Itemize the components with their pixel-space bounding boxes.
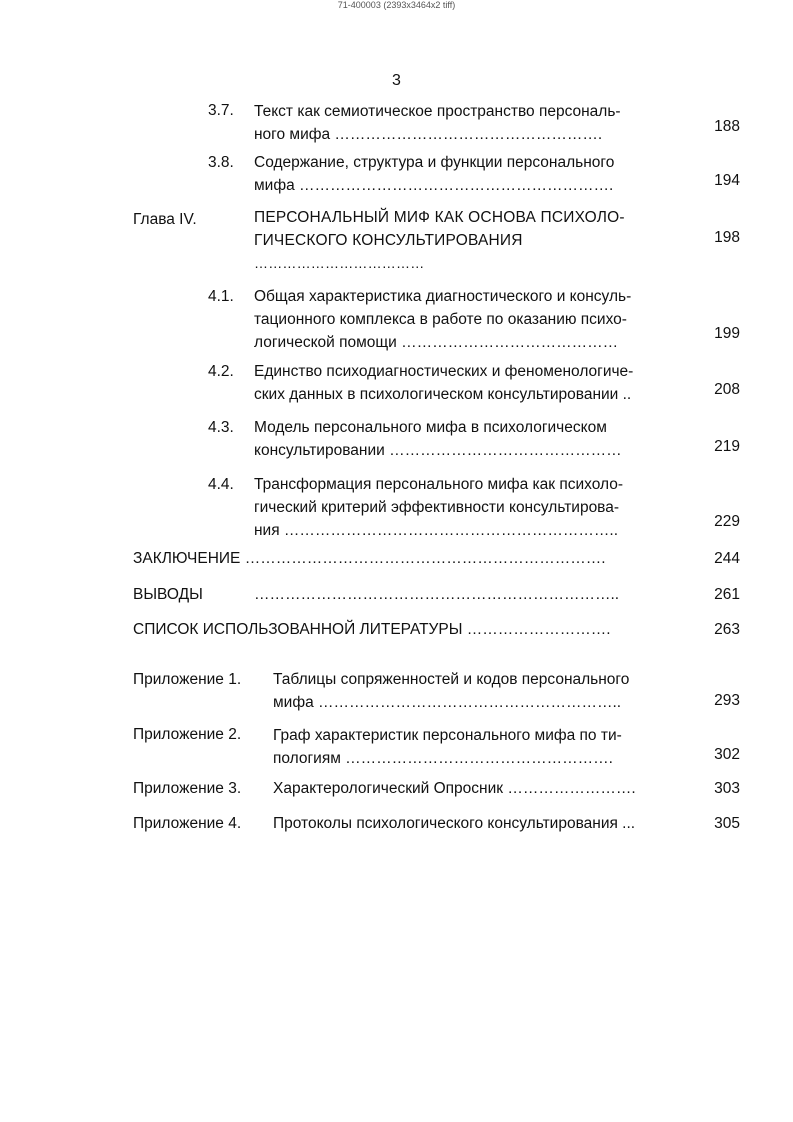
title-line: Общая характеристика диагностического и консуль- <box>254 288 632 305</box>
appendix-title <box>273 724 686 770</box>
title-line: ГИЧЕСКОГО КОНСУЛЬТИРОВАНИЯ <box>254 232 523 249</box>
page-ref: 208 <box>714 381 740 398</box>
entry-title: ВЫВОДЫ <box>133 586 203 603</box>
page-number: 3 <box>392 72 401 89</box>
page-ref: 188 <box>714 118 740 135</box>
page-ref: 263 <box>714 621 740 638</box>
page-ref: 244 <box>714 550 740 567</box>
appendix-title: Характерологический Опросник ……………………. <box>273 780 636 797</box>
section-title <box>254 151 686 197</box>
appendix-title: Протоколы психологического консультирования ... <box>273 815 636 832</box>
appendix-label: Приложение 2. <box>133 726 242 743</box>
title-line: Модель персонального мифа в психологическом <box>254 419 607 436</box>
entry-title: ЗАКЛЮЧЕНИЕ ……………………………………………………………. <box>133 550 606 567</box>
section-title <box>254 416 686 462</box>
title-line: тационного комплекса в работе по оказанию психо- <box>254 311 627 328</box>
title-line: Трансформация персонального мифа как психоло- <box>254 476 624 493</box>
section-title <box>254 100 686 146</box>
section-number: 3.7. <box>208 102 234 119</box>
page-ref: 305 <box>714 815 740 832</box>
section-number: 4.4. <box>208 476 234 493</box>
section-number: 4.3. <box>208 419 234 436</box>
page-ref: 198 <box>714 229 740 246</box>
title-line: Единство психодиагностических и феноменологиче- <box>254 363 634 380</box>
section-number: 4.2. <box>208 363 234 380</box>
page-ref: 261 <box>714 586 740 603</box>
section-title <box>254 473 686 542</box>
page-ref: 229 <box>714 513 740 530</box>
title-line: мифа ……………………………………………………. <box>254 177 614 194</box>
title-line: консультировании ……………………………………… <box>254 442 622 459</box>
title-line: пологиям ……………………………………………. <box>273 750 613 767</box>
appendix-label: Приложение 3. <box>133 780 242 797</box>
section-title <box>254 360 686 406</box>
chapter-label: Глава IV. <box>133 211 197 228</box>
page-ref: 303 <box>714 780 740 797</box>
section-number: 3.8. <box>208 154 234 171</box>
chapter-title <box>254 206 684 275</box>
title-line: гический критерий эффективности консультирова- <box>254 499 620 516</box>
title-line: ния ……………………………………………………….. <box>254 522 619 539</box>
title-line: Содержание, структура и функции персонального <box>254 154 615 171</box>
page-ref: 219 <box>714 438 740 455</box>
appendix-label: Приложение 1. <box>133 671 242 688</box>
title-line: Текст как семиотическое пространство персональ- <box>254 103 621 120</box>
entry-title: СПИСОК ИСПОЛЬЗОВАННОЙ ЛИТЕРАТУРЫ ………………………. <box>133 621 611 638</box>
title-line: ного мифа ……………………………………………. <box>254 126 603 143</box>
title-line: мифа ………………………………………………….. <box>273 694 622 711</box>
title-line: Таблицы сопряженностей и кодов персонального <box>273 671 630 688</box>
leader-dots: ……………………………… <box>254 255 425 271</box>
appendix-title <box>273 668 686 714</box>
page-ref: 194 <box>714 172 740 189</box>
title-line: ских данных в психологическом консультировании .. <box>254 386 632 403</box>
page-ref: 293 <box>714 692 740 709</box>
scan-header: 71-400003 (2393x3464x2 tiff) <box>337 0 456 10</box>
leader-dots: …………………………………………………………….. <box>254 586 620 603</box>
appendix-label: Приложение 4. <box>133 815 242 832</box>
title-line: логической помощи …………………………………… <box>254 334 619 351</box>
title-line: ПЕРСОНАЛЬНЫЙ МИФ КАК ОСНОВА ПСИХОЛО- <box>254 209 625 226</box>
page-ref: 199 <box>714 325 740 342</box>
title-line: Граф характеристик персонального мифа по ти- <box>273 727 622 744</box>
section-title <box>254 285 686 354</box>
page-ref: 302 <box>714 746 740 763</box>
section-number: 4.1. <box>208 288 234 305</box>
